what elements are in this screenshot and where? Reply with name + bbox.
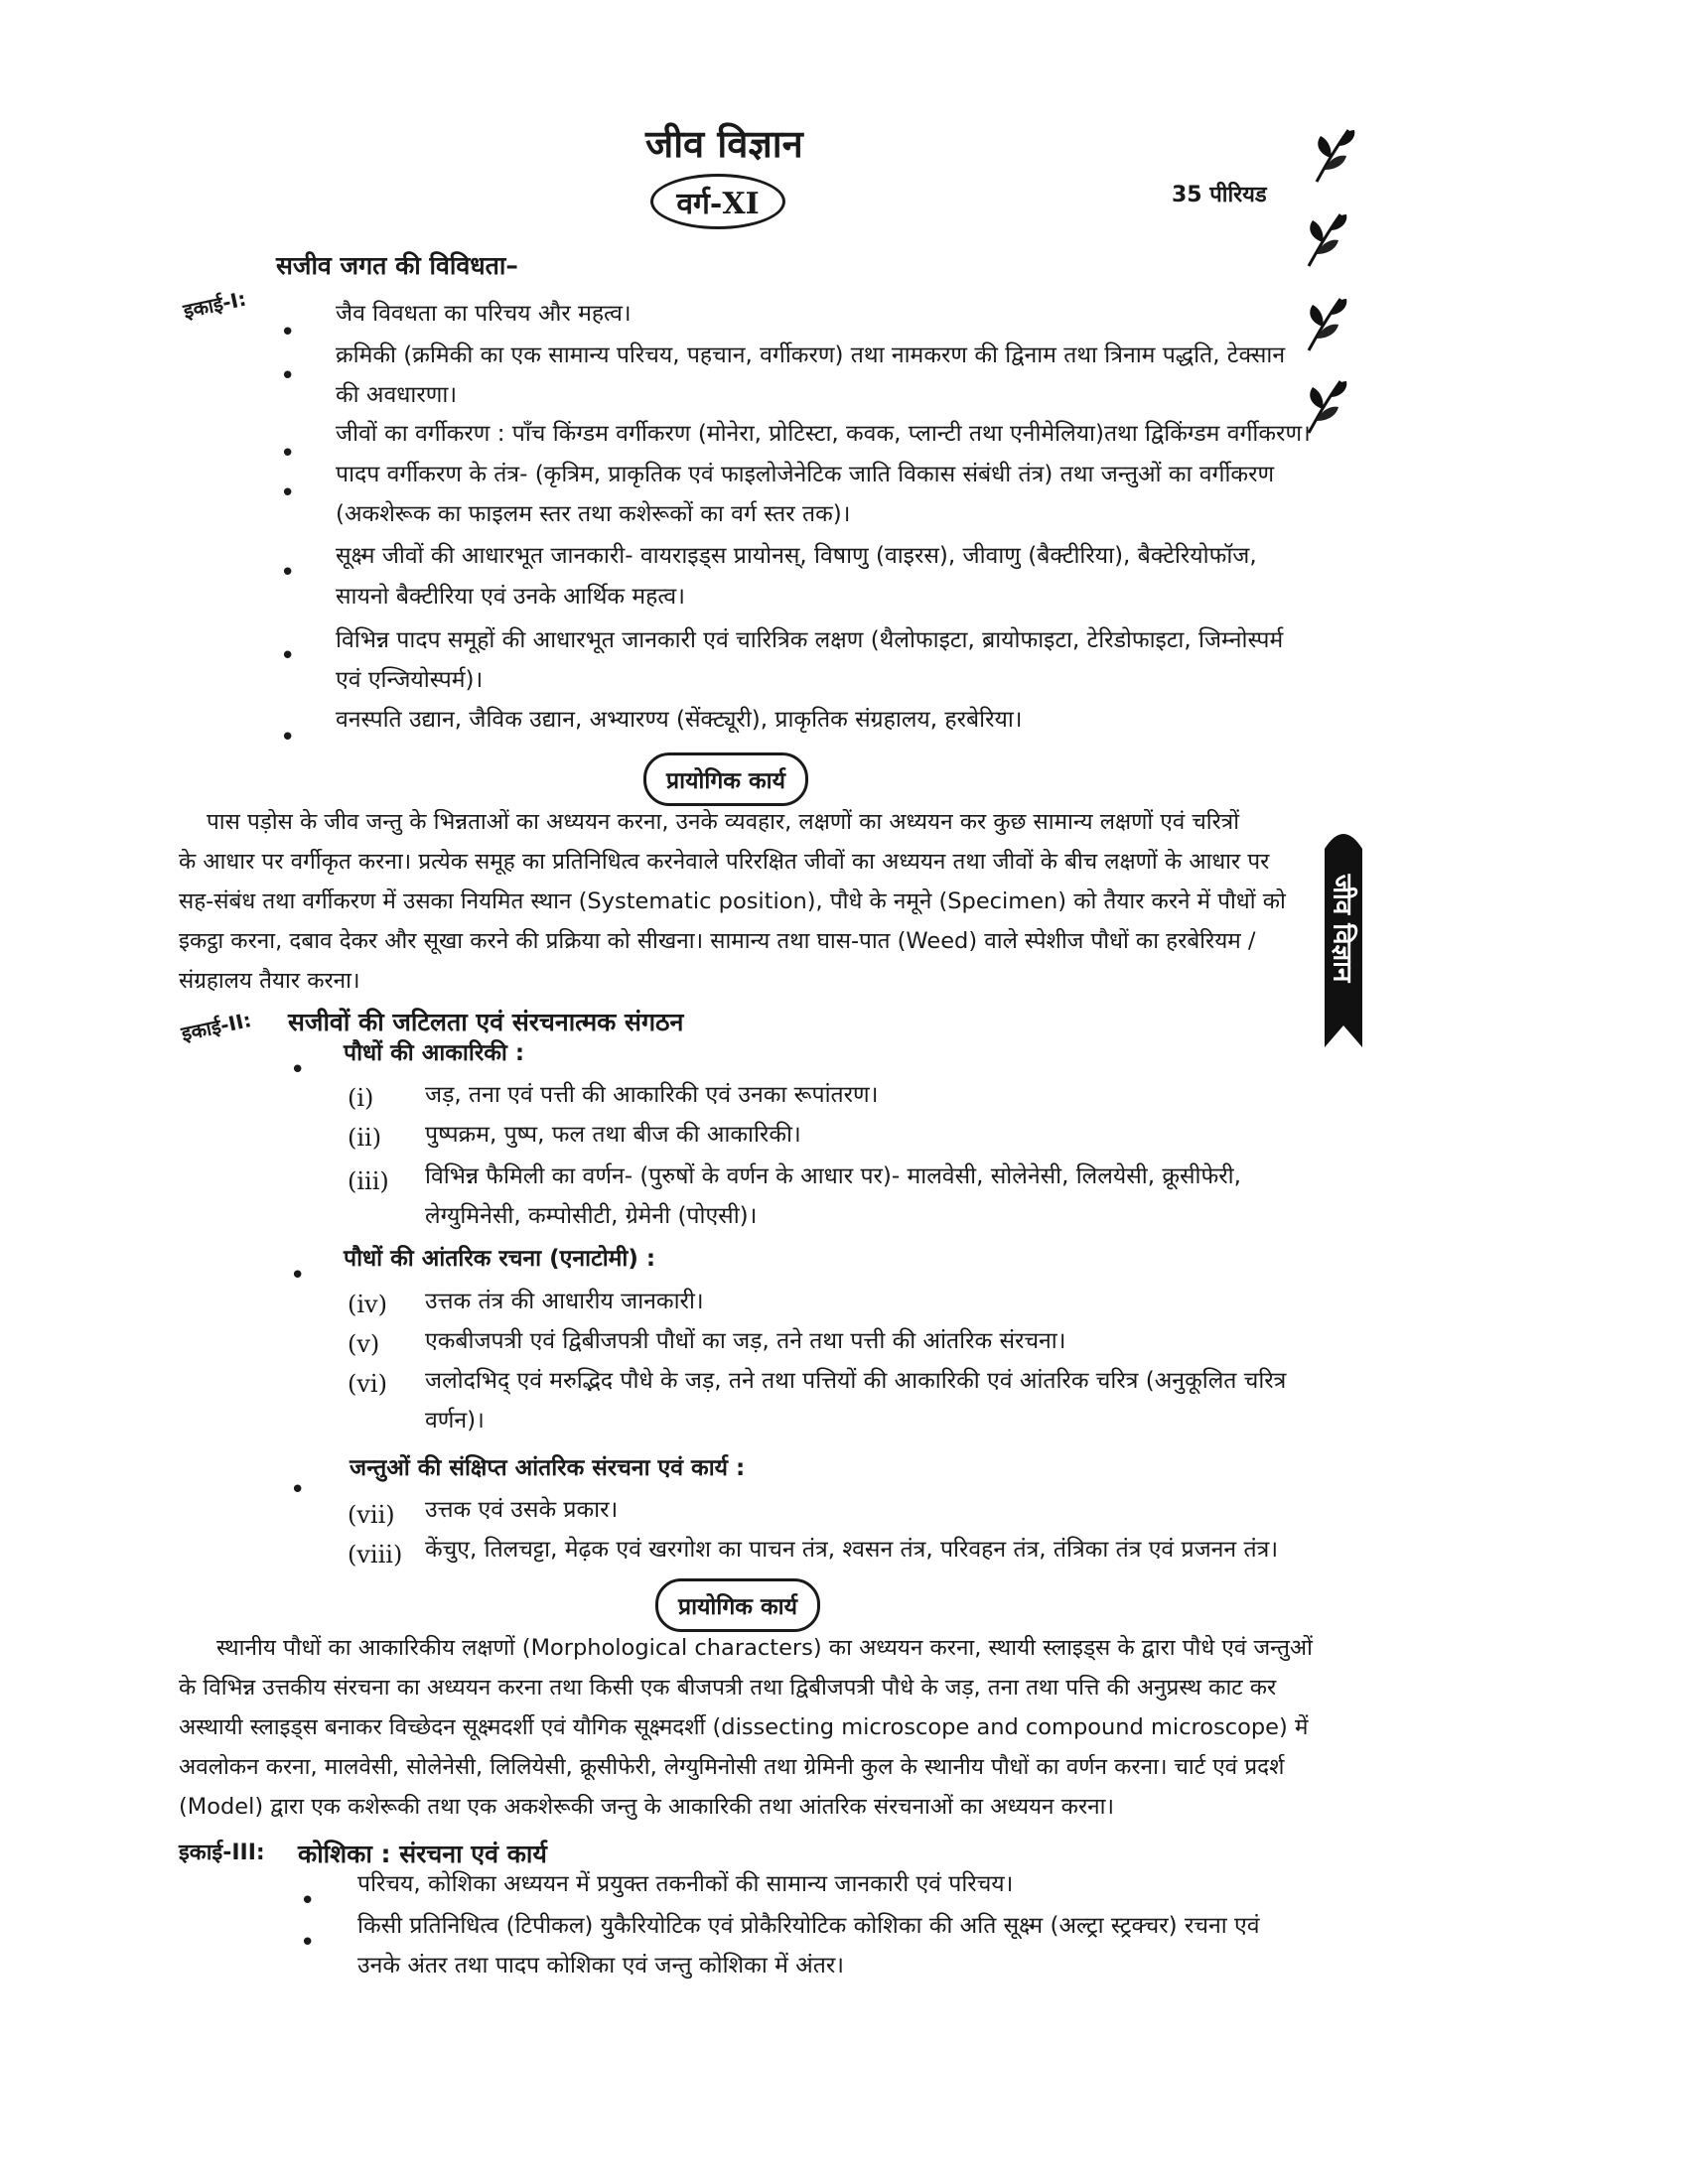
unit2-item: केंचुए, तिलचट्टा, मेढ़क एवं खरगोश का पाचन तंत्र, श्वसन तंत्र, परिवहन तंत्र, तंत्रिका तंत्र एवं प्रजनन तंत्र। xyxy=(425,1537,1279,1563)
unit3-line: किसी प्रतिनिधित्व (टिपीकल) युकैरियोटिक एवं प्रोकैरियोटिक कोशिका की अति सूक्ष्म (अल्ट्रा स्ट्रक्चर) रचना एवं xyxy=(357,1913,1260,1939)
bullet-icon: • xyxy=(290,1055,306,1085)
practical2-line: (Model) द्वारा एक कशेरूकी तथा एक अकशेरूकी जन्तु के आकारिकी तथा आंतरिक संरचनाओं का अध्ययन करना। xyxy=(179,1794,1115,1820)
bullet-icon: • xyxy=(300,1928,316,1958)
bullet-icon: • xyxy=(280,478,296,508)
unit2-sub-heading: पौधों की आंतरिक रचना (एनाटोमी) : xyxy=(344,1246,656,1272)
class-badge: वर्ग-XI xyxy=(650,174,785,229)
periods-label: 35 पीरियड xyxy=(1172,183,1267,207)
unit2-item: जलोदभिद् एवं मरुद्भिद पौधे के जड़, तने तथा पत्तियों की आकारिकी एवं आंतरिक चरित्र (अनुकूलित चरित्र xyxy=(425,1368,1287,1394)
bullet-icon: • xyxy=(280,641,296,671)
unit1-line: एवं एन्जियोस्पर्म)। xyxy=(336,667,484,693)
practical2-line: स्थानीय पौधों का आकारिकीय लक्षणों (Morphological characters) का अध्ययन करना, स्थायी स्लाइड्स के द्वारा पौधे एवं जन्तुओं xyxy=(216,1635,1313,1661)
unit2-item: विभिन्न फैमिली का वर्णन- (पुरुषों के वर्णन के आधार पर)- मालवेसी, सोलेनेसी, लिलयेसी, क्रूसीफेरी, xyxy=(425,1163,1241,1189)
practical2-line: अस्थायी स्लाइड्स बनाकर विच्छेदन सूक्ष्मदर्शी एवं यौगिक सूक्ष्मदर्शी (dissecting microscope and compound microscope) में xyxy=(179,1714,1309,1740)
plant-sprig-icon xyxy=(1301,293,1352,354)
item-number: (vii) xyxy=(348,1501,395,1529)
unit1-line: सायनो बैक्टीरिया एवं उनके आर्थिक महत्व। xyxy=(336,584,685,610)
unit2-item: पुष्पक्रम, पुष्प, फल तथा बीज की आकारिकी। xyxy=(425,1122,801,1148)
unit2-item: उत्तक तंत्र की आधारीय जानकारी। xyxy=(425,1289,704,1314)
unit1-line: जीवों का वर्गीकरण : पाँच किंग्डम वर्गीकरण (मोनेरा, प्रोटिस्टा, कवक, प्लान्टी तथा एनीमेलिया)तथा द्विकिंग्डम वर्गीकरण। xyxy=(336,421,1311,447)
unit1-line: जैव विवधता का परिचय और महत्व। xyxy=(336,301,632,327)
unit2-item: उत्तक एवं उसके प्रकार। xyxy=(425,1497,619,1523)
unit2-sub-heading: पौधों की आकारिकी : xyxy=(344,1040,525,1066)
side-tab-label: जीव विज्ञान xyxy=(1327,874,1356,983)
unit1-line: (अकशेरूक का फाइलम स्तर तथा कशेरूकों का वर्ग स्तर तक)। xyxy=(336,501,851,527)
item-number: (vi) xyxy=(348,1370,387,1398)
practical1-line: इकट्ठा करना, दबाव देकर और सूखा करने की प्रक्रिया को सीखना। सामान्य तथा घास-पात (Weed) वाले स्पेशीज पौधों का हरबेरियम / xyxy=(179,928,1256,954)
practical2-line: अवलोकन करना, मालवेसी, सोलेनेसी, लिलियेसी, क्रूसीफेरी, लेग्युमिनोसी तथा ग्रेमिनी कुल के स्थानीय पौधों का वर्णन करना। चार्ट एवं प्रदर्श xyxy=(179,1754,1285,1780)
plant-sprig-icon xyxy=(1301,208,1352,270)
unit1-line: वनस्पति उद्यान, जैविक उद्यान, अभ्यारण्य (सेंक्ट्यूरी), प्राकृतिक संग्रहालय, हरबेरिया। xyxy=(336,707,1023,733)
unit3-heading: कोशिका : संरचना एवं कार्य xyxy=(298,1840,547,1868)
unit1-line: की अवधारणा। xyxy=(336,382,458,408)
unit1-label: इकाई-I: xyxy=(181,286,248,324)
practical1-line: के आधार पर वर्गीकृत करना। प्रत्येक समूह का प्रतिनिधित्व करनेवाले परिरक्षित जीवों का अध्ययन तथा जीवों के बीच लक्षणों के आधार पर xyxy=(179,849,1270,875)
item-number: (iv) xyxy=(348,1291,387,1318)
unit1-line: सूक्ष्म जीवों की आधारभूत जानकारी- वायराइड्स प्रायोनस्, विषाणु (वाइरस), जीवाणु (बैक्टीरिया), बैक्टेरियोफॉज, xyxy=(336,543,1257,569)
bullet-icon: • xyxy=(280,318,296,347)
unit1-line: क्रमिकी (क्रमिकी का एक सामान्य परिचय, पहचान, वर्गीकरण) तथा नामकरण की द्विनाम तथा त्रिनाम पद्धति, टेक्सान xyxy=(336,342,1286,368)
item-number: (i) xyxy=(348,1084,374,1112)
unit2-label: इकाई-II: xyxy=(179,1008,254,1046)
practical-heading: प्रायोगिक कार्य xyxy=(643,752,808,806)
unit1-heading: सजीव जगत की विविधता– xyxy=(276,251,518,280)
unit1-line: पादप वर्गीकरण के तंत्र- (कृत्रिम, प्राकृतिक एवं फाइलोजेनेटिक जाति विकास संबंधी तंत्र) तथा जन्तुओं का वर्गीकरण xyxy=(336,462,1275,487)
bullet-icon: • xyxy=(280,723,296,752)
plant-sprig-icon xyxy=(1309,124,1360,186)
bullet-icon: • xyxy=(290,1261,306,1291)
item-number: (viii) xyxy=(348,1541,403,1569)
item-number: (ii) xyxy=(348,1124,382,1152)
item-number: (iii) xyxy=(348,1167,389,1195)
practical1-line: सह-संबंध तथा वर्गीकरण में उसका नियमित स्थान (Systematic position), पौधे के नमूने (Specimen) को तैयार करने में पौधों को xyxy=(179,888,1286,914)
unit3-line: उनके अंतर तथा पादप कोशिका एवं जन्तु कोशिका में अंतर। xyxy=(357,1953,844,1979)
practical1-line: पास पड़ोस के जीव जन्तु के भिन्नताओं का अध्ययन करना, उनके व्यवहार, लक्षणों का अध्ययन कर कुछ सामान्य लक्षणों एवं चरित्रों xyxy=(207,809,1240,835)
item-number: (v) xyxy=(348,1330,380,1358)
unit2-item: एकबीजपत्री एवं द्विबीजपत्री पौधों का जड़, तने तथा पत्ती की आंतरिक संरचना। xyxy=(425,1328,1066,1354)
bullet-icon: • xyxy=(290,1475,306,1505)
practical2-line: के विभिन्न उत्तकीय संरचना का अध्ययन करना तथा किसी एक बीजपत्री तथा द्विबीजपत्री पौधे के जड़, तना तथा पत्ति की अनुप्रस्थ काट कर xyxy=(179,1675,1277,1701)
side-tab-label-wrap xyxy=(1321,819,1366,1037)
unit2-heading: सजीवों की जटिलता एवं संरचनात्मक संगठन xyxy=(288,1008,684,1036)
unit1-line: विभिन्न पादप समूहों की आधारभूत जानकारी एवं चारित्रिक लक्षण (थैलोफाइटा, ब्रायोफाइटा, टेरिडोफाइटा, जिम्नोस्पर्म xyxy=(336,627,1284,653)
bullet-icon: • xyxy=(280,558,296,588)
unit3-label: इकाई-III: xyxy=(179,1841,265,1865)
practical-heading: प्रायोगिक कार्य xyxy=(655,1578,820,1632)
bullet-icon: • xyxy=(280,439,296,469)
unit2-sub-heading: जन्तुओं की संक्षिप्त आंतरिक संरचना एवं कार्य : xyxy=(350,1455,746,1481)
unit3-line: परिचय, कोशिका अध्ययन में प्रयुक्त तकनीकों की सामान्य जानकारी एवं परिचय। xyxy=(357,1871,1014,1897)
unit2-item: लेग्युमिनेसी, कम्पोसीटी, ग्रेमेनी (पोएसी)। xyxy=(425,1203,758,1229)
bullet-icon: • xyxy=(280,361,296,391)
bullet-icon: • xyxy=(300,1886,316,1916)
unit2-item: जड़, तना एवं पत्ती की आकारिकी एवं उनका रूपांतरण। xyxy=(425,1082,879,1108)
page-title: जीव विज्ञान xyxy=(645,122,803,166)
unit2-item: वर्णन)। xyxy=(425,1408,485,1433)
practical1-line: संग्रहालय तैयार करना। xyxy=(179,968,360,994)
